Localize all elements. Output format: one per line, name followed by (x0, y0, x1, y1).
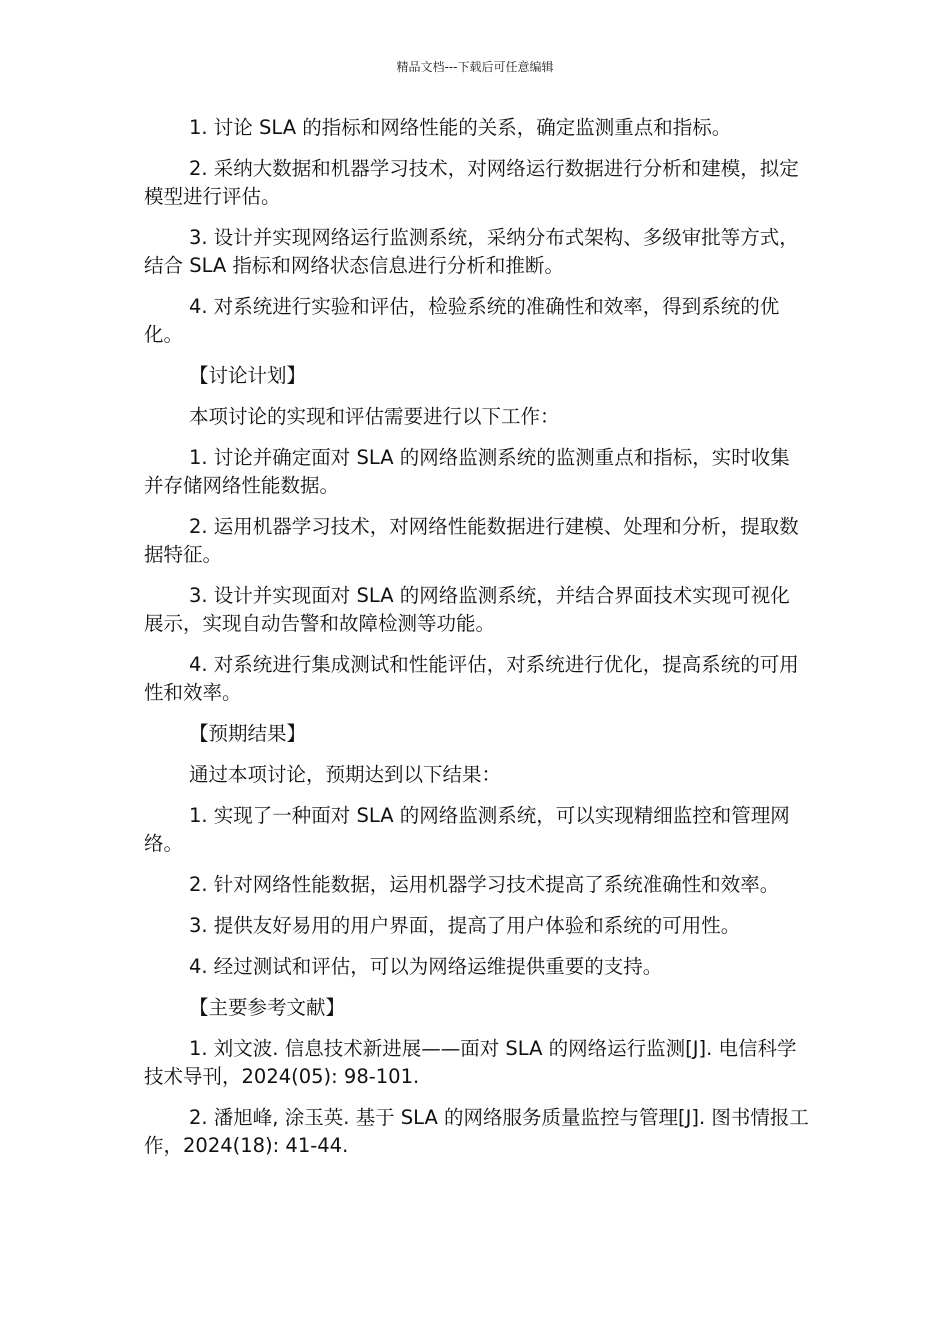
plan-item-2: 2. 运用机器学习技术，对网络性能数据进行建模、处理和分析，提取数据特征。 (144, 515, 799, 566)
section-heading-references: 【主要参考文献】 (189, 996, 346, 1019)
section-heading-results: 【预期结果】 (189, 722, 307, 745)
plan-item-4: 4. 对系统进行集成测试和性能评估，对系统进行优化，提高系统的可用性和效率。 (144, 653, 799, 704)
reference-item-2: 2. 潘旭峰, 涂玉英. 基于 SLA 的网络服务质量监控与管理[J]. 图书情报工作，2024(18): 41-44. (144, 1106, 809, 1157)
results-item-1: 1. 实现了一种面对 SLA 的网络监测系统，可以实现精细监控和管理网络。 (144, 804, 790, 855)
objective-item-1: 1. 讨论 SLA 的指标和网络性能的关系，确定监测重点和指标。 (189, 116, 732, 139)
section-heading-plan: 【讨论计划】 (189, 364, 307, 387)
objective-item-3: 3. 设计并实现网络运行监测系统，采纳分布式架构、多级审批等方式，结合 SLA 指标和网络状态信息进行分析和推断。 (144, 226, 799, 277)
objective-item-4: 4. 对系统进行实验和评估，检验系统的准确性和效率，得到系统的优化。 (144, 295, 780, 346)
reference-item-1: 1. 刘文波. 信息技术新进展——面对 SLA 的网络运行监测[J]. 电信科学技术导刊，2024(05): 98-101. (144, 1037, 797, 1088)
objective-item-2: 2. 采纳大数据和机器学习技术，对网络运行数据进行分析和建模，拟定模型进行评估。 (144, 157, 799, 208)
document-body (144, 114, 809, 1173)
page-header: 精品文档---下载后可任意编辑 (396, 60, 554, 74)
results-item-2: 2. 针对网络性能数据，运用机器学习技术提高了系统准确性和效率。 (189, 873, 780, 896)
plan-item-1: 1. 讨论并确定面对 SLA 的网络监测系统的监测重点和指标，实时收集并存储网络性能数据。 (144, 446, 790, 497)
results-item-4: 4. 经过测试和评估，可以为网络运维提供重要的支持。 (189, 955, 663, 978)
results-intro: 通过本项讨论，预期达到以下结果： (189, 763, 502, 786)
plan-item-3: 3. 设计并实现面对 SLA 的网络监测系统，并结合界面技术实现可视化展示，实现自动告警和故障检测等功能。 (144, 584, 790, 635)
plan-intro: 本项讨论的实现和评估需要进行以下工作： (189, 405, 560, 428)
results-item-3: 3. 提供友好易用的用户界面，提高了用户体验和系统的可用性。 (189, 914, 741, 937)
